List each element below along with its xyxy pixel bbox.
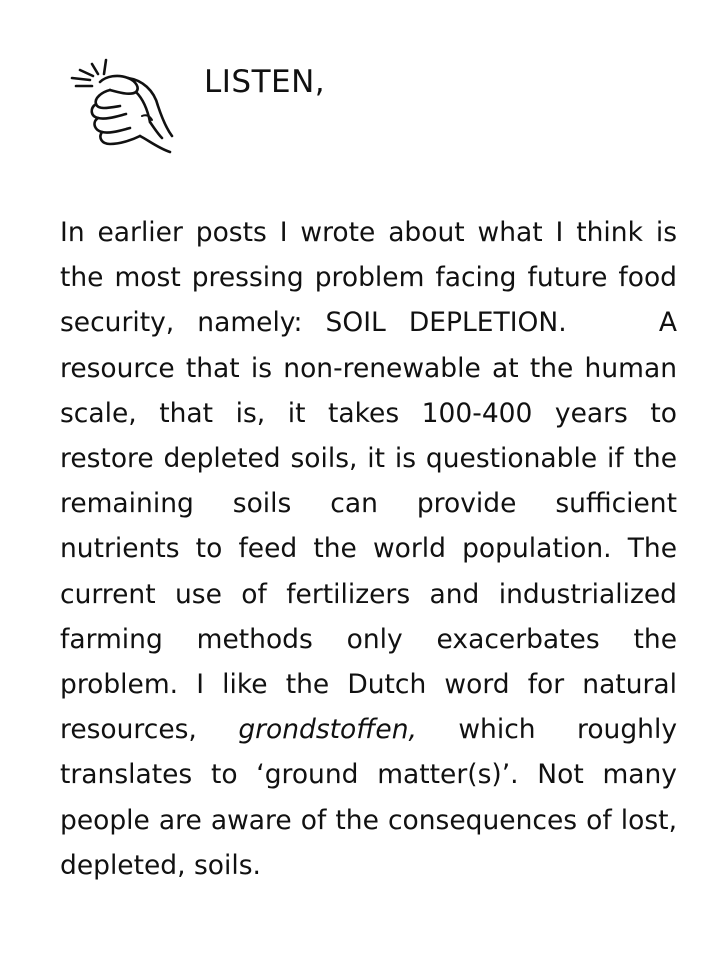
post-heading: LISTEN, bbox=[204, 64, 326, 100]
italic-dutch-word: grondstoffen, bbox=[238, 714, 417, 746]
snapping-fingers-hand-icon bbox=[66, 56, 178, 160]
body-text-part-2: which roughly translates to ‘ground matter(s)’. Not many people are aware of the consequences of lost, depleted, soils. bbox=[60, 714, 678, 881]
body-text-part-1: In earlier posts I wrote about what I think is the most pressing problem facing future food security, namely: SOIL DEPLETION. A resource that is non-renewable at the human scale, that is, it takes 100-400 years to restore depleted soils, it is questionable if the remaining soils can provide sufficient nutrients to feed the world population. The current use of fertilizers and industrialized farming methods only exacerbates the problem. I like the Dutch word for natural resources, bbox=[60, 217, 677, 746]
post-header bbox=[60, 50, 660, 170]
body-paragraph bbox=[60, 210, 677, 888]
